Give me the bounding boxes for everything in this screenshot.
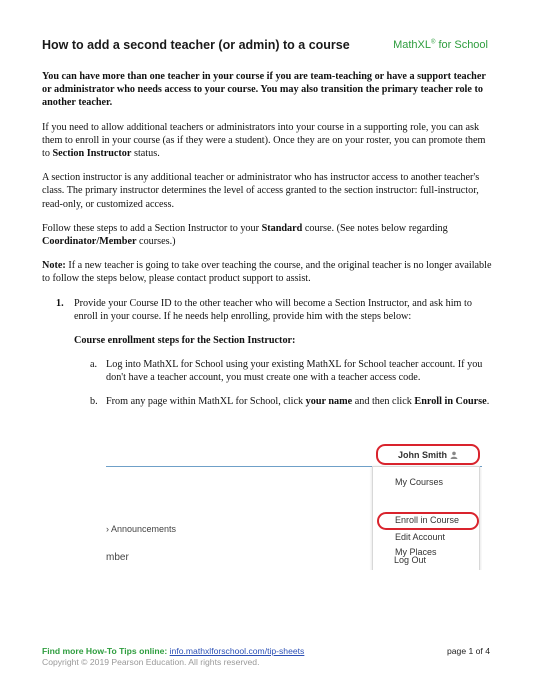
enrollment-steps-heading: Course enrollment steps for the Section Instructor: [74,335,296,347]
user-icon [450,451,458,459]
tips-link-prefix: Find more How-To Tips online: [42,646,170,656]
note-paragraph [42,259,492,285]
substep-b-text: From any page within MathXL for School, click [106,395,306,407]
tips-link[interactable]: info.mathxlforschool.com/tip-sheets [169,646,305,656]
menu-item-my-courses[interactable]: My Courses [395,477,444,487]
step-1 [42,297,492,323]
para3-after: courses.) [136,236,176,248]
page-header [42,38,488,54]
para3-mid: course. (See notes below regarding [302,222,448,234]
paragraph-follow-steps [42,222,492,248]
intro-paragraph: You can have more than one teacher in your course if you are team-teaching or have a support teacher or administrator who needs access to your course. You may also transition the primary teacher role to another teacher. [42,71,486,109]
brand-suffix: for School [435,39,488,51]
brand-name: MathXL [393,39,431,51]
announcements-link[interactable]: › Announcements [106,524,177,534]
user-name-label: John Smith [398,449,447,460]
brand-logo-text [393,39,488,51]
substep-b-letter: b. [90,395,98,407]
substep-a [42,358,492,384]
substep-b-bold-enroll: Enroll in Course [414,395,487,407]
menu-item-log-out[interactable]: Log Out [394,555,427,565]
embedded-screenshot [106,436,482,570]
menu-item-edit-account[interactable]: Edit Account [395,532,446,542]
substep-a-letter: a. [90,359,98,371]
note-label: Note: [42,260,66,272]
para3-bold-standard: Standard [261,222,303,234]
step-1-text: Provide your Course ID to the other teacher who will become a Section Instructor, and ask him to enroll in your course. If he needs help enrolling, provide him with the steps below: [74,297,472,322]
para1-bold: Section Instructor [52,148,132,160]
substep-b [42,395,492,408]
para1-text: If you need to allow additional teachers or administrators into your course in a supporting role, you can ask them to enroll in your course (as if they were a student). Once they are on your roster, you can promote them to [42,121,486,160]
para3-bold-coordinator: Coordinator/Member [42,236,137,248]
substep-b-after: . [486,395,490,407]
substep-b-bold-your-name: your name [305,395,353,407]
document-body [42,70,492,418]
page-number: page 1 of 4 [446,646,490,656]
copyright: Copyright © 2019 Pearson Education. All rights reserved. [42,657,260,667]
brand-registered-mark: ® [430,39,436,46]
substep-a-text: Log into MathXL for School using your existing MathXL for School teacher account. If you don't have a teacher account, you must create one with a teacher access code. [106,359,483,384]
user-name-button[interactable] [376,444,480,465]
substep-b-mid: and then click [352,395,415,407]
para1-after: status. [131,148,160,160]
menu-item-enroll-in-course[interactable]: Enroll in Course [395,515,460,525]
page-footer [42,646,490,667]
step-1-number: 1. [56,297,64,309]
paragraph-section-instructor-definition: A section instructor is any additional teacher or administrator who has instructor access to another teacher's class. The primary instructor determines the level of access granted to the section instructor: full-instructor, read-only, or customized access. [42,172,480,210]
para3-text: Follow these steps to add a Section Instructor to your [42,222,262,234]
tips-link-line [42,646,490,656]
page-title: How to add a second teacher (or admin) to a course [42,38,350,52]
note-text: If a new teacher is going to take over teaching the course, and the original teacher is no longer available to follow the steps below, please contact product support to assist. [42,260,492,285]
menu-item-my-places[interactable]: My Places [395,547,437,557]
paragraph-additional-teachers [42,121,492,161]
partial-label: mber [106,552,129,563]
